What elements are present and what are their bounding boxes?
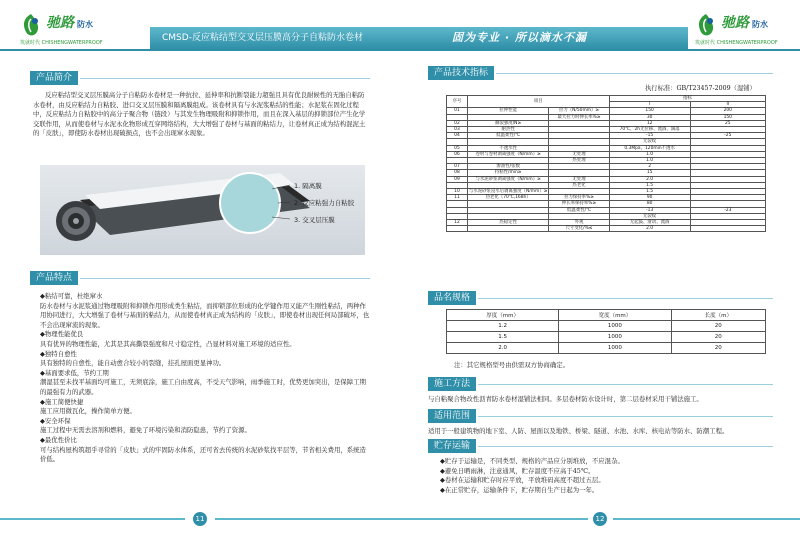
table-cell: 1.0 (609, 151, 690, 157)
table-cell: 尺寸变化/%≤ (549, 226, 609, 232)
sizes-note: 注：其它规格型号由供需双方协商确定。 (454, 361, 570, 369)
table-cell: 不透水性 (467, 145, 548, 151)
table-cell: 20 (671, 332, 765, 343)
banner-stripe (400, 49, 800, 51)
table-cell: 06 (447, 151, 468, 157)
table-cell: 1.2 (447, 321, 559, 332)
table-cell: 拉力（N/50mm）≥ (549, 108, 609, 114)
table-cell: 热处理 (549, 158, 609, 164)
table-cell: 渗油性/张数 (467, 164, 548, 170)
table-cell: -13 (609, 207, 690, 213)
table-cell: 与水泥砂浆剥离强度（N/mm）≥ (467, 176, 548, 182)
spec-table-body (447, 108, 766, 232)
table-cell: 最大拉力时伸长率%≥ (549, 114, 609, 120)
feature-line: 施工应用微瓦化，操作简单方便。 (40, 407, 136, 416)
feature-line: 具有优异的物理性能，尤其是其高撕裂强度和尺寸稳定性，凸显材料对施工环境的适应性。 (40, 339, 296, 348)
divider (478, 446, 773, 447)
features-heading (30, 270, 370, 286)
sizes-heading (428, 290, 773, 306)
table-row (447, 321, 766, 332)
table-cell: 02 (447, 120, 468, 126)
table-cell: 低温柔性/℃ (549, 207, 609, 213)
method-text: 与自粘聚合物改性沥青防水卷材湿铺法相同。多层卷材防水设计时，第二层卷材采用干铺法施工。 (428, 395, 703, 403)
table-cell: 外观 (549, 220, 609, 226)
table-cell: -23 (690, 207, 765, 213)
table-header: I (609, 102, 690, 108)
table-cell: 25 (690, 120, 765, 126)
method-heading-label: 施工方法 (428, 377, 476, 391)
table-cell: 与水泥砂浆浸水后剥离强度（N/mm）≥ (468, 189, 548, 195)
scope-text: 适用于一般建筑物的地下室、人防、屋面以及地铁、桥梁、隧道、水池、水库、核电站等防水、防潮工程。 (428, 427, 729, 435)
sizes-heading-label: 品名规格 (428, 291, 476, 305)
table-cell: 03 (447, 127, 468, 133)
feature-line: ◆粘结可靠，杜绝窜水 (40, 292, 103, 300)
table-cell: 拉力保持率%≥ (549, 195, 609, 201)
logo-subtitle: 筑就时代 CHISHENGWATERPROOF (695, 40, 778, 46)
feature-line: 可与结构屋构筑超乎寻常的「皮肤」式的牢固防水体系，还可省去传统的水泥砂浆找平层等，节省相关费用，系统造价低。 (40, 445, 366, 464)
features-heading-label: 产品特点 (30, 271, 78, 285)
legend-item: 1. 隔离膜 (294, 182, 322, 190)
table-cell: 1000 (559, 343, 671, 354)
table-cell: 1000 (559, 332, 671, 343)
divider (478, 384, 773, 385)
feature-line: ◆物理性能优良 (40, 330, 84, 339)
table-cell: 1.5 (609, 182, 690, 188)
header-banner (400, 27, 688, 49)
intro-text: 反应粘结型交叉层压膜高分子自粘防水卷材是一种抗拉、延伸率和抗断裂能力超强且具有优良耐候性的无胎自粘防水卷材，由反应粘结力自粘胶、进口交叉层压膜和隔离膜组成。该卷材具有与水泥浆粘结的性能；水泥浆在固化过程中，反应粘结力自粘胶中的高分子聚合物（链段）与其发生物理吸附和抑锁作用，而且在深入基层的抑锁部位产生化学交联作用，从而使卷材与水泥永化物形成互穿网络结构，大大增强了卷材与基面的粘结力，让卷材真正成为结构混泥土的「皮肤」，即使防水卷材出现破损点，也不会出现窜水现象。 (33, 91, 366, 138)
table-cell: 15 (609, 170, 690, 176)
page-number: 11 (193, 512, 207, 526)
feature-line: ◆独特自愈性 (40, 349, 77, 358)
table-cell: 低温柔性/℃ (467, 133, 548, 139)
feature-line: 施工过程中无需去溶剂和燃料，避免了环境污染和消防隐患，节约了资源。 (40, 426, 251, 435)
table-cell: 05 (447, 145, 468, 151)
table-row (447, 332, 766, 343)
feature-line: ◆基面要求低，节约工期 (40, 368, 109, 377)
table-cell: 持粘性/min≥ (467, 170, 548, 176)
legend-item: 2. 反应粘强力自粘胶 (294, 199, 355, 207)
table-cell: 热老化 (549, 182, 609, 188)
banner-slogan: 固为专业 · 所以滴水不漏 (452, 31, 587, 44)
table-cell (467, 226, 548, 232)
storage-heading (428, 438, 773, 454)
table-header: 宽度（mm） (559, 310, 671, 321)
feature-line: ◆安全环保 (40, 416, 71, 425)
storage-list (440, 457, 775, 495)
table-cell: 拉伸性能 (467, 108, 548, 114)
feature-line: 防水卷材与水泥浆通过物理吸附和抑锁作用形成类生粘结，而抑锁部位形成的化学键作用又能产生刚性粘结，两种作用协同进行，大大增强了卷材与基面的粘结力，从而使卷材真正成为结构的「皮肤」，即使卷材出现任何局部破坏，也不会出现窜流的现象。 (40, 301, 370, 329)
table-cell: 撕裂强度/N≥ (467, 120, 548, 126)
table-header: 长度（m） (671, 310, 765, 321)
table-cell: 11 (447, 195, 468, 201)
features-list (40, 292, 370, 465)
table-cell: 20 (671, 321, 765, 332)
banner-title: CMSD-反应粘结型交叉层压膜高分子自粘防水卷材 (162, 33, 363, 43)
header-banner (150, 27, 400, 49)
logo-name: 驰路 防水 (46, 15, 93, 31)
table-cell: -15 (609, 133, 690, 139)
table-cell: 150 (690, 114, 765, 120)
intro-heading-label: 产品简介 (30, 71, 78, 85)
table-cell: 20 (671, 343, 765, 354)
table-cell: 30 (609, 114, 690, 120)
table-cell: 无处理 (549, 151, 609, 157)
footer-bar (215, 518, 400, 520)
table-cell: 09 (447, 176, 468, 182)
specs-heading-label: 产品技术指标 (428, 66, 494, 80)
spec-table (446, 95, 766, 232)
table-cell: 80 (609, 201, 690, 207)
table-header: 项目 (467, 96, 609, 108)
banner-stripe (0, 49, 400, 51)
table-cell: 12 (447, 220, 468, 226)
logo-name: 驰路 防水 (721, 15, 768, 31)
legend-item: 3. 交叉层压膜 (294, 216, 335, 224)
standard-line: 执行标准：GB/T23457-2009（湿铺） (645, 85, 756, 92)
table-header: 序号 (447, 96, 468, 108)
table-row (447, 226, 766, 232)
table-cell: 10 (447, 189, 468, 195)
divider (478, 298, 773, 299)
storage-item: ◆在正常贮存，运输条件下，贮存期自生产日起为一年。 (440, 485, 599, 494)
membrane-roll-icon (40, 165, 365, 255)
table-cell: 08 (447, 170, 468, 176)
table-cell: 卷材与卷材剥离强度（N/mm）≥ (467, 151, 548, 157)
table-cell: 1.5 (609, 189, 690, 195)
table-cell: 150 (609, 108, 690, 114)
divider (496, 73, 773, 74)
footer-bar (0, 518, 185, 520)
table-cell: 耐热性 (467, 127, 548, 133)
table-row (447, 343, 766, 354)
specs-heading (428, 65, 773, 81)
table-cell (447, 226, 468, 232)
footer-bar (613, 518, 800, 520)
table-cell: 200 (690, 108, 765, 114)
table-cell: 0.3Mpa，120min不透水 (609, 145, 690, 151)
table-cell: 无处理 (549, 176, 609, 182)
page-number: 12 (593, 512, 607, 526)
logo-emblem-icon (695, 12, 717, 38)
table-cell: 伸长率保持率%≥ (549, 201, 609, 207)
table-cell: 90 (609, 195, 690, 201)
feature-line: ◆最优性价比 (40, 435, 77, 444)
feature-line: 具有独特的自愈性，能自动愈合较小的裂缝，挂孔屋面更显神功。 (40, 359, 226, 368)
table-cell: 无裂纹 (609, 139, 690, 145)
table-cell: 热稳定性 (467, 220, 548, 226)
table-cell: 1.5 (447, 332, 559, 343)
table-header: II (690, 102, 765, 108)
table-cell: 01 (447, 108, 468, 114)
divider (80, 278, 370, 279)
logo-emblem-icon (20, 12, 42, 38)
right-page (400, 0, 800, 546)
table-cell (690, 226, 765, 232)
feature-line: 潮湿甚至未找平基面均可施工，无须底涂，施工自由度高，不受天气影响，雨季施工时，优势更加突出，是保障工期的最强有力的武器。 (40, 378, 366, 396)
storage-item: ◆避免日晒雨淋，注意通风，贮存温度不应高于45℃。 (440, 466, 595, 475)
divider (478, 416, 773, 417)
table-cell: 无起鼓、滑动、流淌 (609, 220, 690, 226)
storage-heading-label: 贮存运输 (428, 439, 476, 453)
scope-heading (428, 408, 773, 424)
method-heading (428, 376, 773, 392)
footer-bar (400, 518, 588, 520)
table-cell: 2.0 (609, 176, 690, 182)
table-header-row (447, 310, 766, 321)
table-cell: 2.0 (609, 226, 690, 232)
storage-item: ◆卷材在运输和贮存时应平放，平放堆码高度不超过五层。 (440, 476, 605, 485)
company-logo (695, 10, 790, 48)
membrane-illustration (40, 165, 365, 255)
table-cell: 1000 (559, 321, 671, 332)
table-cell: 1.0 (609, 158, 690, 164)
company-logo (20, 10, 115, 48)
table-cell: 2.0 (447, 343, 559, 354)
intro-heading (30, 70, 370, 86)
table-cell: 12 (609, 120, 690, 126)
table-cell: 04 (447, 133, 468, 139)
table-cell: 07 (447, 164, 468, 170)
table-cell: 无裂纹 (609, 213, 690, 219)
table-cell: -25 (690, 133, 765, 139)
table-cell: 2 (609, 164, 690, 170)
logo-subtitle: 筑就时代 CHISHENGWATERPROOF (20, 40, 103, 46)
table-header: 指标 (609, 96, 765, 102)
storage-item: ◆贮存于运输是，不同类型、规格的产品应分别堆放，不应混杂。 (440, 457, 624, 465)
sizes-table (446, 309, 766, 354)
scope-heading-label: 适用范围 (428, 409, 476, 423)
feature-line: ◆施工简便快捷 (40, 397, 84, 406)
table-cell: 70℃，2h无位移、流淌、滴落 (609, 127, 690, 133)
table-header: 厚度（mm） (447, 310, 559, 321)
divider (80, 78, 370, 79)
table-cell: 热老化（70℃,168h） (467, 195, 548, 201)
